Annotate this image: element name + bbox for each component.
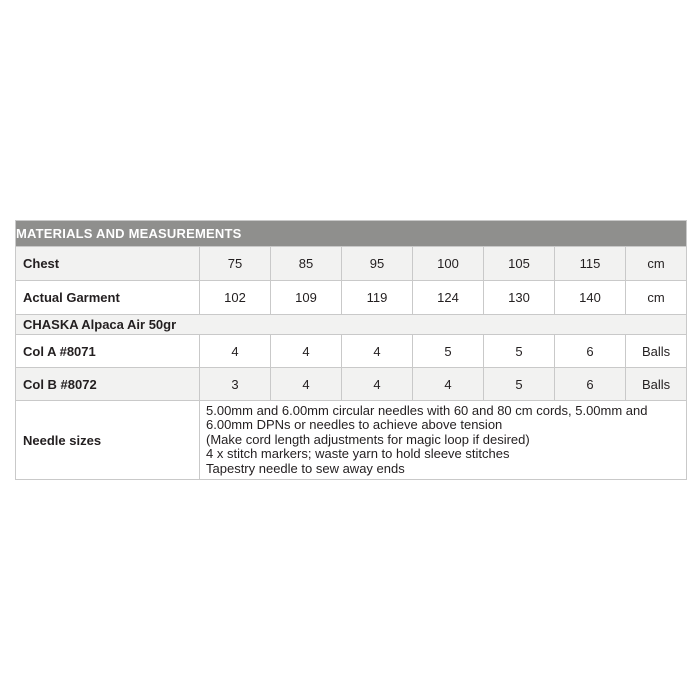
col-b-size-4: 4 <box>413 368 484 401</box>
row-label-col-b: Col B #8072 <box>16 368 200 401</box>
table-row-col-a <box>16 335 687 368</box>
materials-measurements-table <box>15 220 687 480</box>
needle-line-1: 5.00mm and 6.00mm circular needles with 60 and 80 cm cords, 5.00mm and <box>206 402 648 418</box>
actual-size-1: 102 <box>200 281 271 315</box>
needle-line-5: Tapestry needle to sew away ends <box>206 460 405 476</box>
materials-table-container <box>15 220 686 480</box>
col-b-unit: Balls <box>626 368 687 401</box>
actual-size-6: 140 <box>555 281 626 315</box>
chest-size-6: 115 <box>555 247 626 281</box>
chest-size-4: 100 <box>413 247 484 281</box>
col-a-size-5: 5 <box>484 335 555 368</box>
row-label-chest: Chest <box>16 247 200 281</box>
table-row-yarn <box>16 315 687 335</box>
needle-line-3: (Make cord length adjustments for magic loop if desired) <box>206 431 530 447</box>
col-b-size-1: 3 <box>200 368 271 401</box>
actual-size-4: 124 <box>413 281 484 315</box>
needle-line-4: 4 x stitch markers; waste yarn to hold sleeve stitches <box>206 446 510 462</box>
actual-size-5: 130 <box>484 281 555 315</box>
actual-size-3: 119 <box>342 281 413 315</box>
chest-size-3: 95 <box>342 247 413 281</box>
col-b-size-5: 5 <box>484 368 555 401</box>
row-label-col-a: Col A #8071 <box>16 335 200 368</box>
chest-unit: cm <box>626 247 687 281</box>
actual-unit: cm <box>626 281 687 315</box>
yarn-heading: CHASKA Alpaca Air 50gr <box>16 315 687 335</box>
col-a-size-1: 4 <box>200 335 271 368</box>
col-b-size-6: 6 <box>555 368 626 401</box>
row-label-needle-sizes: Needle sizes <box>16 401 200 480</box>
chest-size-2: 85 <box>271 247 342 281</box>
col-a-size-4: 5 <box>413 335 484 368</box>
table-row-needle-sizes <box>16 401 687 480</box>
col-b-size-3: 4 <box>342 368 413 401</box>
table-title: MATERIALS AND MEASUREMENTS <box>16 221 687 247</box>
col-a-size-6: 6 <box>555 335 626 368</box>
table-row-chest <box>16 247 687 281</box>
col-a-size-3: 4 <box>342 335 413 368</box>
actual-size-2: 109 <box>271 281 342 315</box>
col-b-size-2: 4 <box>271 368 342 401</box>
table-row-col-b <box>16 368 687 401</box>
table-row-actual-garment <box>16 281 687 315</box>
col-a-unit: Balls <box>626 335 687 368</box>
col-a-size-2: 4 <box>271 335 342 368</box>
row-label-actual-garment: Actual Garment <box>16 281 200 315</box>
chest-size-5: 105 <box>484 247 555 281</box>
chest-size-1: 75 <box>200 247 271 281</box>
needle-line-2: 6.00mm DPNs or needles to achieve above tension <box>206 417 503 433</box>
needle-details <box>200 401 687 480</box>
